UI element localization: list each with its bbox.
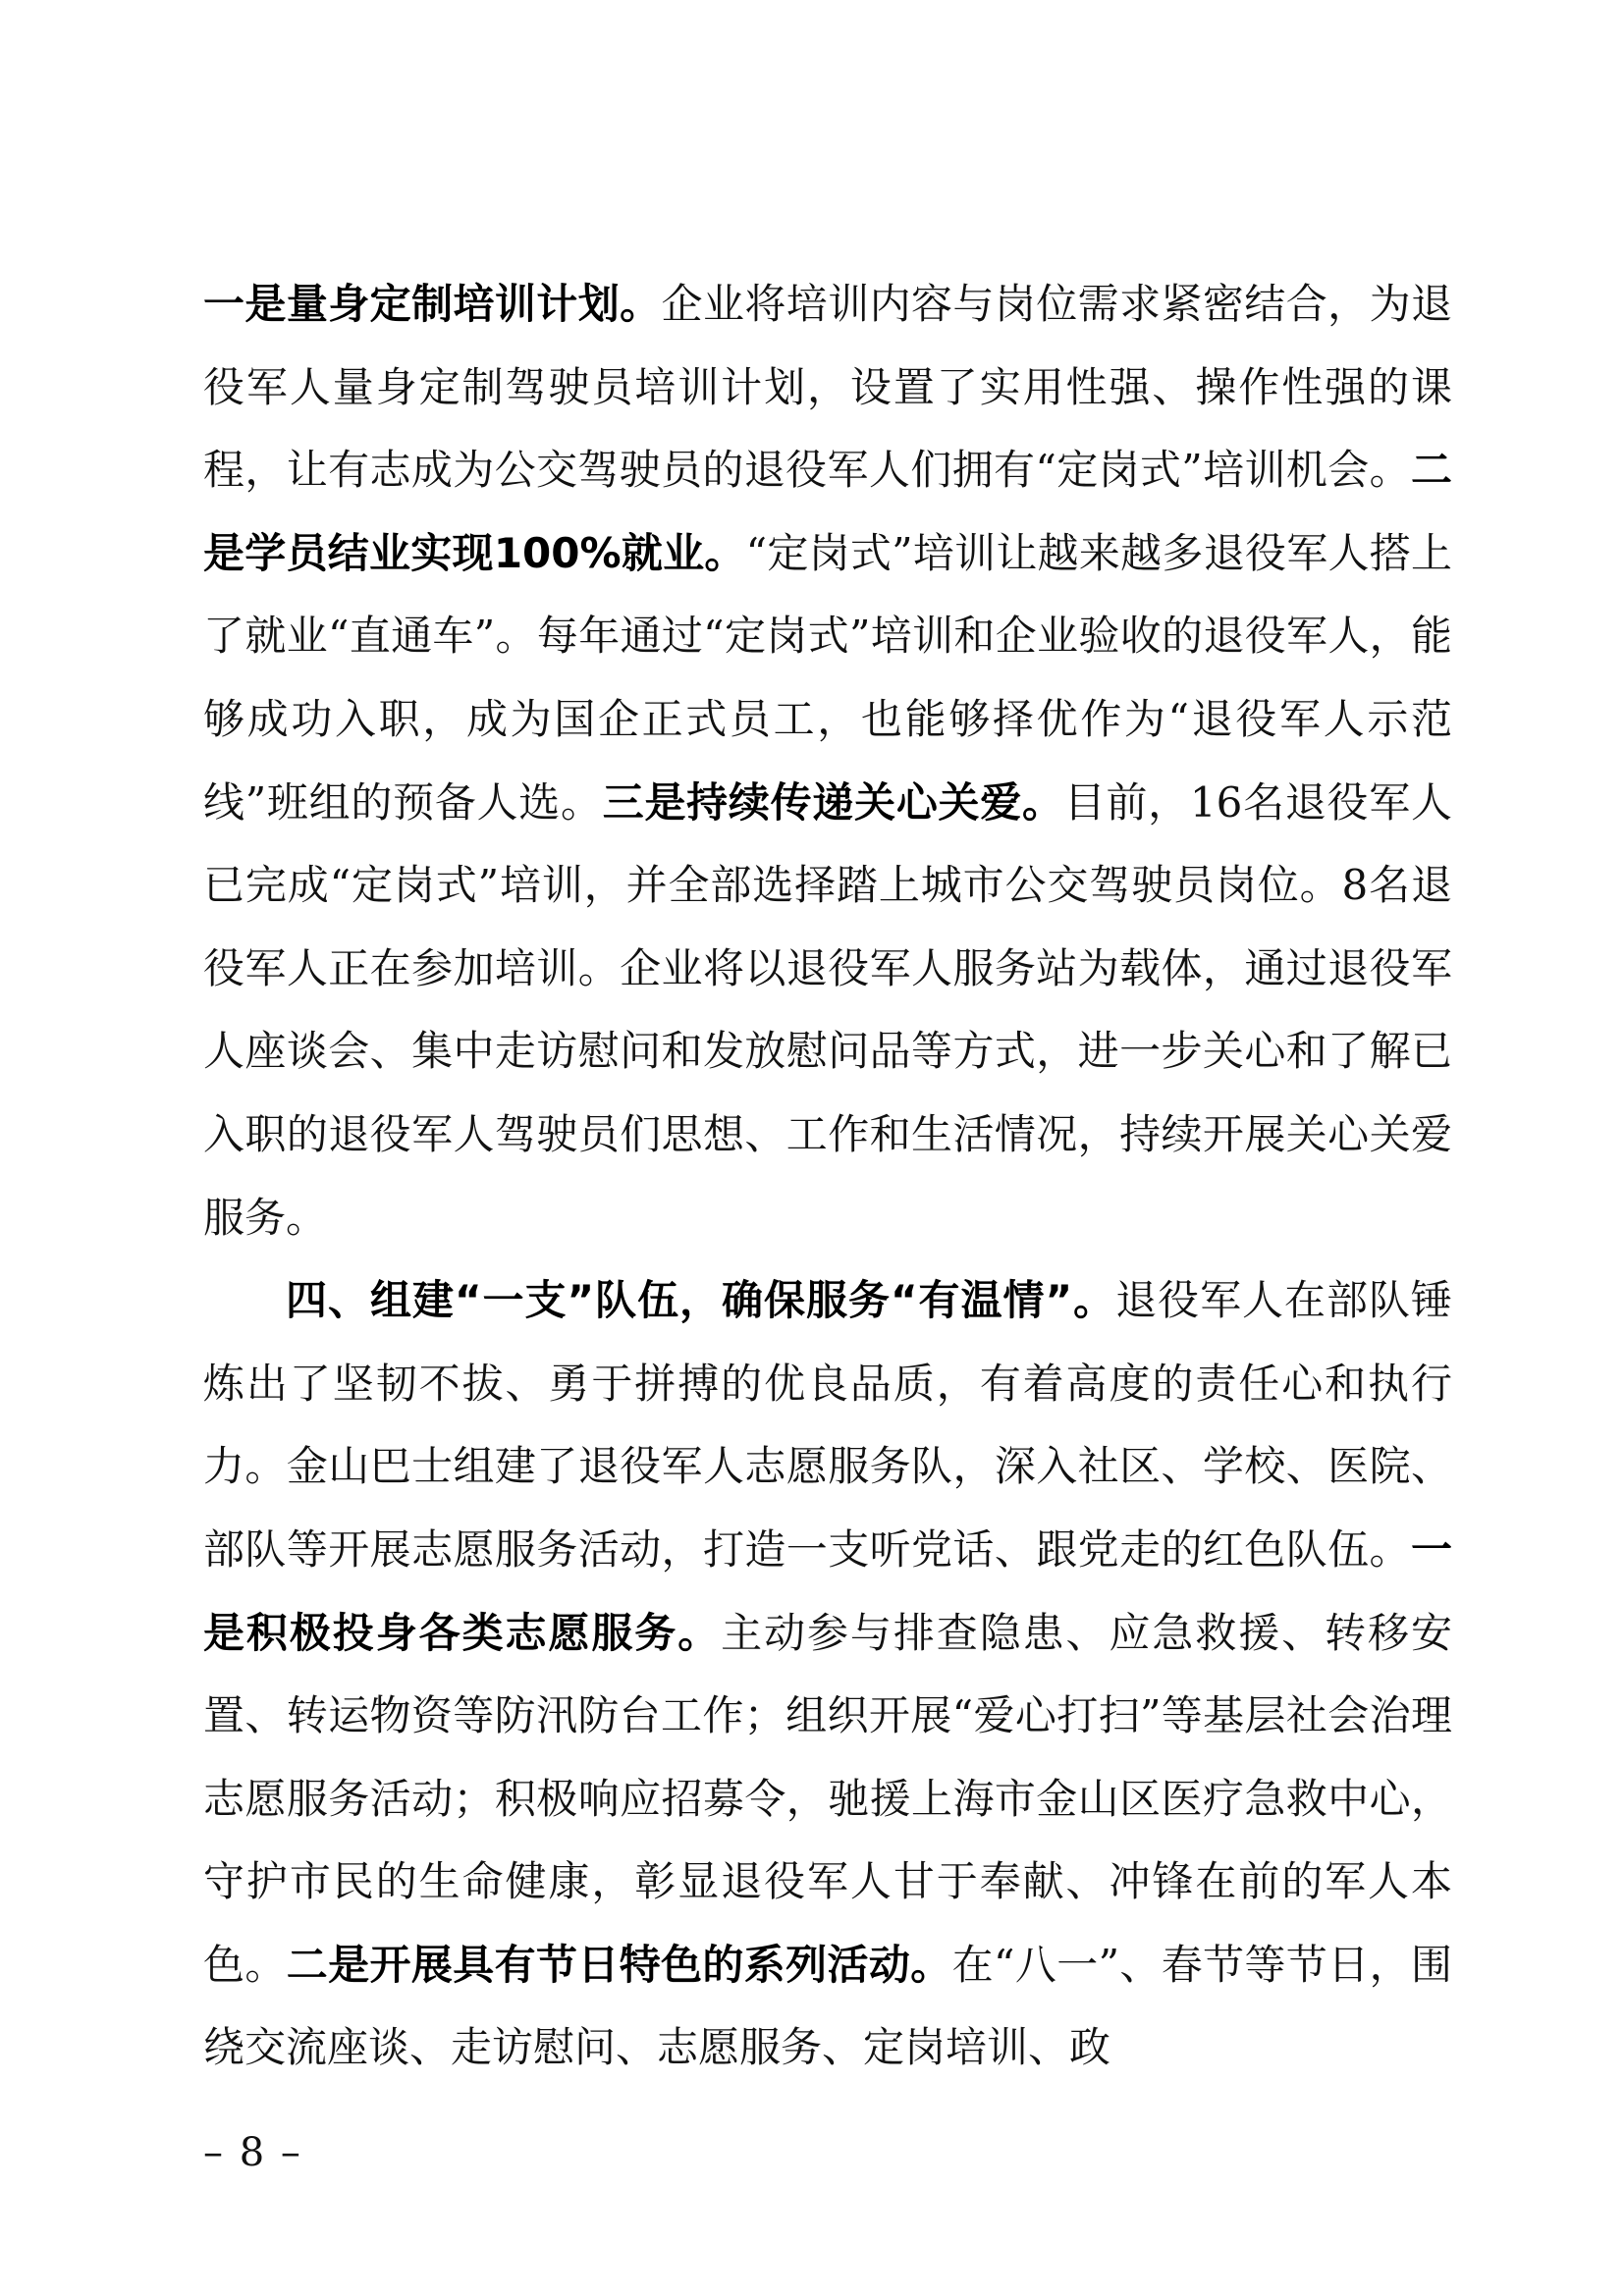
page-number: – 8 – [203,2130,302,2175]
text-training-plan: 企业将培训内容与岗位需求紧密结合，为退役军人量身定制驾驶员培训计划，设置了实用性强、操作性强的课程，让有志成为公交驾驶员的退役军人们拥有“定岗式”培训机会。 [203,280,1452,495]
text-volunteer-service: 主动参与排查隐患、应急救援、转移安置、转运物资等防汛防台工作；组织开展“爱心打扫”等基层社会治理志愿服务活动；积极响应招募令，驰援上海市金山区医疗急救中心，守护市民的生命健康，彰显退役军人甘于奉献、冲锋在前的军人本色。 [203,1608,1452,1989]
heading-full-employment: 二是学员结业实现100%就业。 [203,446,1452,577]
paragraph-training-plan [203,263,1452,1259]
paragraph-volunteer-team [203,1259,1452,2090]
text-continued-care: 目前，16名退役军人已完成“定岗式”培训，并全部选择踏上城市公交驾驶员岗位。8名退役军人正在参加培训。企业将以退役军人服务站为载体，通过退役军人座谈会、集中走访慰问和发放慰问品等方式，进一步关心和了解已入职的退役军人驾驶员们思想、工作和生活情况，持续开展关心关爱服务。 [203,777,1452,1242]
heading-continued-care: 三是持续传递关心关爱。 [602,777,1064,827]
heading-build-team: 四、组建“一支”队伍，确保服务“有温情”。 [286,1276,1116,1325]
text-full-employment: “定岗式”培训让越来越多退役军人搭上了就业“直通车”。每年通过“定岗式”培训和企业验收的退役军人，能够成功入职，成为国企正式员工，也能够择优作为“退役军人示范线”班组的预备人选。 [203,528,1452,827]
heading-holiday-activities: 二是开展具有节日特色的系列活动。 [286,1940,952,1989]
text-build-team: 退役军人在部队锤炼出了坚韧不拔、勇于拼搏的优良品质，有着高度的责任心和执行力。金山巴士组建了退役军人志愿服务队，深入社区、学校、医院、部队等开展志愿服务活动，打造一支听党话、跟党走的红色队伍。 [203,1276,1452,1574]
heading-custom-training-plan: 一是量身定制培训计划。 [203,280,662,328]
text-holiday-activities: 在“八一”、春节等节日，围绕交流座谈、走访慰问、志愿服务、定岗培训、政 [203,1940,1452,2072]
body-text [203,263,1452,2090]
heading-volunteer-service: 一是积极投身各类志愿服务。 [203,1524,1452,1657]
